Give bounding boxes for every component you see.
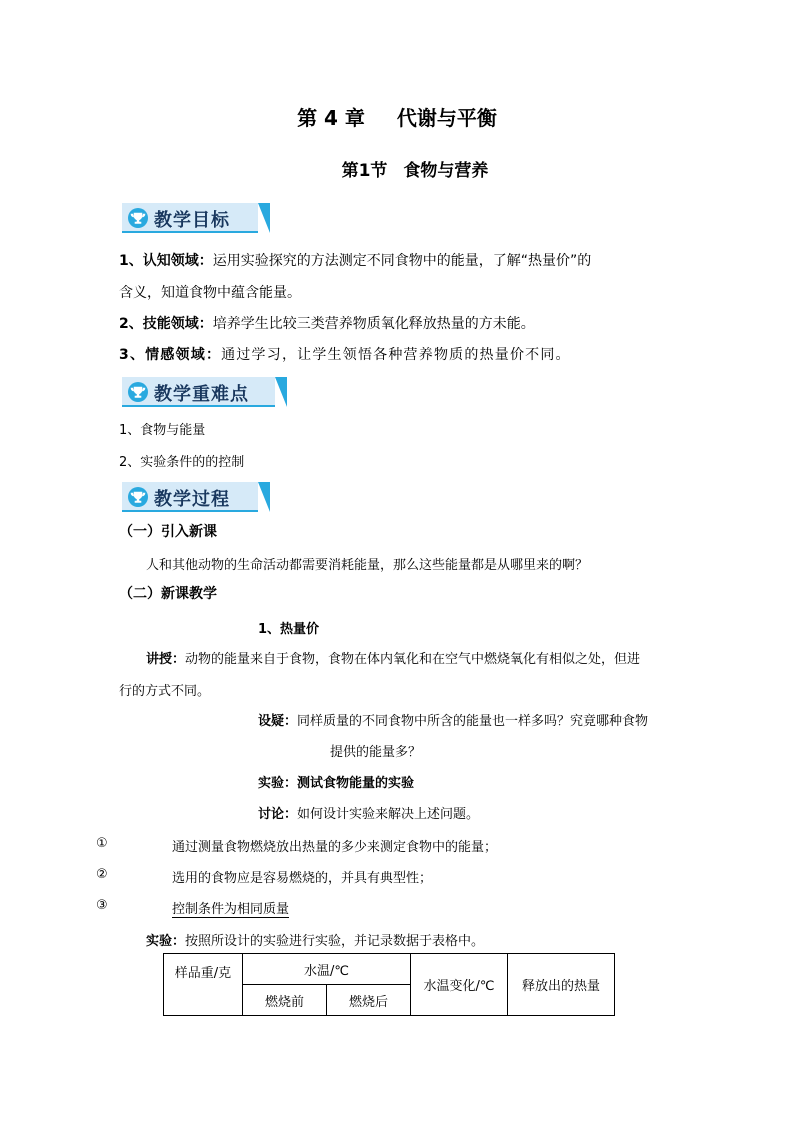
step-3-text: 控制条件为相同质量 [172, 898, 289, 918]
banner-goals-label: 教学目标 [154, 210, 230, 231]
part1-text: 人和其他动物的生命活动都需要消耗能量，那么这些能量都是从哪里来的啊？ [146, 558, 589, 573]
goal-1-cont: 含义，知道食物中蕴含能量。 [119, 285, 301, 301]
chapter-name: 代谢与平衡 [396, 106, 497, 130]
trophy-icon [128, 487, 148, 507]
header-heat-released: 释放出的热量 [508, 954, 615, 1016]
experiment-2 [146, 930, 484, 949]
banner-key-points-label: 教学重难点 [154, 384, 249, 405]
goal-3-text: 通过学习，让学生领悟各种营养物质的热量价不同。 [221, 347, 571, 363]
lecture-text: 动物的能量来自于食物，食物在体内氧化和在空气中燃烧氧化有相似之处，但进 [185, 652, 641, 667]
key-point-2: 2、实验条件的的控制 [119, 455, 245, 470]
goal-3 [119, 345, 571, 365]
experiment-2-text: 按照所设计的实验进行实验，并记录数据于表格中。 [185, 934, 485, 949]
discussion-label: 讨论： [258, 807, 298, 822]
header-temp-change: 水温变化/℃ [411, 954, 508, 1016]
step-3-mark: ③ [96, 898, 108, 913]
section-title [0, 156, 794, 181]
step-2-text: 选用的食物应是容易燃烧的，并具有典型性； [172, 871, 433, 886]
lecture [146, 648, 640, 667]
chapter-title [0, 102, 794, 131]
lecture-cont: 行的方式不同。 [119, 684, 211, 699]
header-water-temp: 水温/℃ [243, 954, 411, 985]
step-1-mark: ① [96, 836, 108, 851]
goal-2 [119, 314, 535, 334]
question-text: 同样质量的不同食物中所含的能量也一样多吗？究竟哪种食物 [297, 714, 649, 729]
goal-2-label: 2、技能领域： [119, 316, 213, 332]
banner-goals [122, 203, 270, 233]
topic-heat-value: 1、热量价 [258, 622, 320, 637]
banner-key-points [122, 377, 287, 407]
part2-title: （二）新课教学 [119, 586, 217, 602]
goal-1-label: 1、认知领域： [119, 253, 213, 269]
discussion [258, 803, 479, 822]
key-point-1: 1、食物与能量 [119, 423, 206, 438]
goal-1 [119, 251, 591, 271]
header-after-burning: 燃烧后 [327, 985, 411, 1016]
header-sample-weight: 样品重/克 [164, 954, 243, 1016]
step-2-mark: ② [96, 867, 108, 882]
section-number: 第1节 [341, 161, 388, 181]
question-label: 设疑： [258, 714, 298, 729]
banner-process [122, 482, 270, 512]
question-cont: 提供的能量多？ [330, 745, 422, 760]
experiment-title: 实验：测试食物能量的实验 [258, 776, 415, 791]
chapter-number: 第 4 章 [297, 106, 365, 130]
goal-3-label: 3、情感领域： [119, 347, 222, 363]
trophy-icon [128, 208, 148, 228]
lecture-label: 讲授： [146, 652, 186, 667]
trophy-icon [128, 382, 148, 402]
part1-title: （一）引入新课 [119, 524, 217, 540]
section-name: 食物与营养 [403, 161, 489, 181]
experiment-table [163, 953, 615, 1016]
goal-1-text: 运用实验探究的方法测定不同食物中的能量，了解“热量价”的 [212, 253, 592, 269]
goal-2-text: 培养学生比较三类营养物质氧化释放热量的方未能。 [212, 316, 535, 332]
experiment-2-label: 实验： [146, 934, 186, 949]
discussion-text: 如何设计实验来解决上述问题。 [297, 807, 480, 822]
step-1-text: 通过测量食物燃烧放出热量的多少来测定食物中的能量； [172, 840, 498, 855]
header-before-burning: 燃烧前 [243, 985, 327, 1016]
question [258, 710, 648, 729]
banner-process-label: 教学过程 [154, 489, 230, 510]
